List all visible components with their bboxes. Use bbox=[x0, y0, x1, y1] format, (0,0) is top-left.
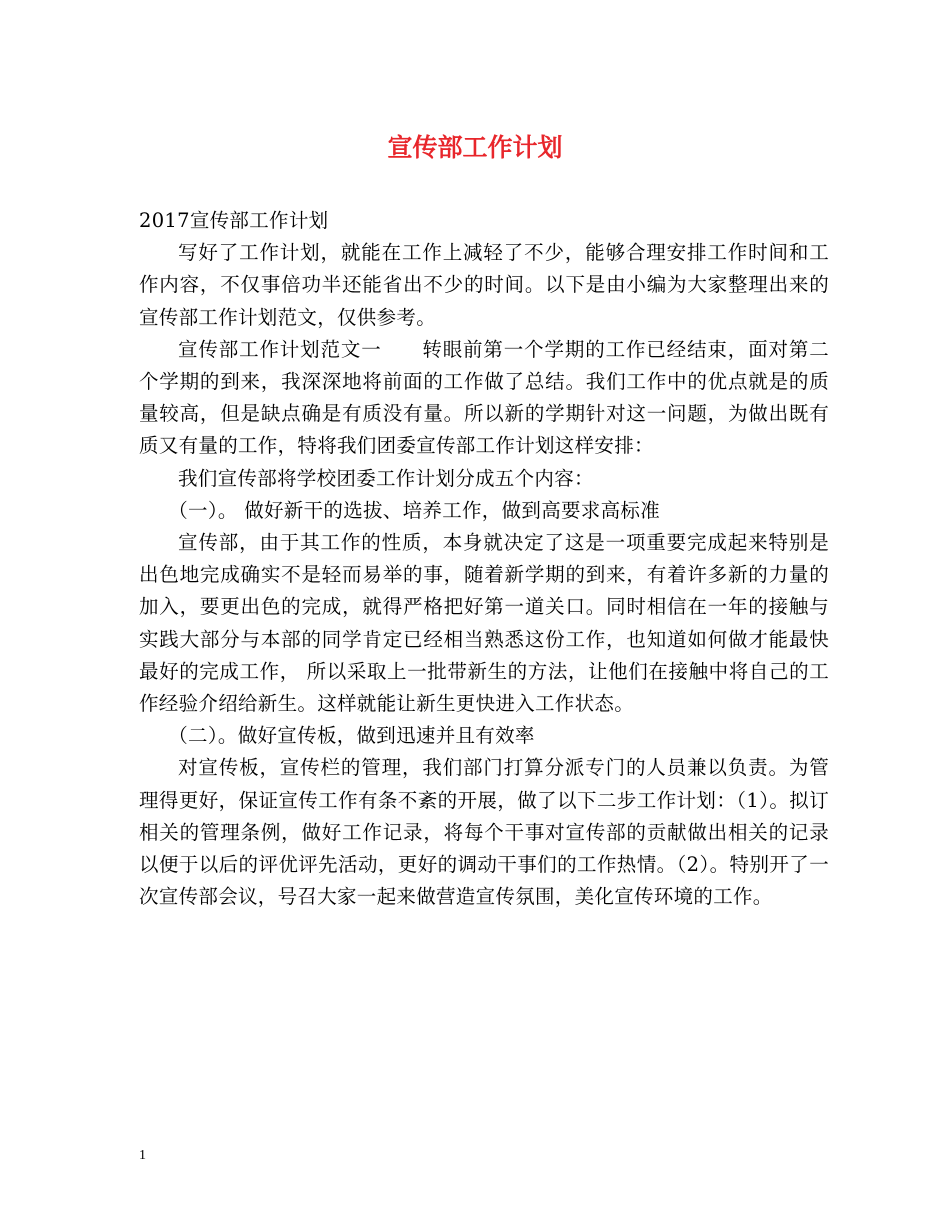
section-heading-two: （二）。做好宣传板，做到迅速并且有效率 bbox=[168, 724, 535, 748]
paragraph-section-one: 宣传部，由于其工作的性质，本身就决定了这是一项重要完成起来特别是出色地完成确实不是轻而易举的事，随着新学期的到来，有着许多新的力量的加入，要更出色的完成，就得严格把好第一道关口。同时相信在一年的接触与实践大部分与本部的同学肯定已经相当熟悉这份工作，也知道如何做才能最快最好的完成工作， 所以采取上一批带新生的方法，让他们在接触中将自己的工作经验介绍给新生。这样就能让新生更快进入工作状态。 bbox=[139, 531, 829, 716]
document-body bbox=[139, 205, 829, 913]
paragraph-intro: 写好了工作计划，就能在工作上减轻了不少，能够合理安排工作时间和工作内容，不仅事倍功半还能省出不少的时间。以下是由小编为大家整理出来的宣传部工作计划范文，仅供参考。 bbox=[139, 241, 829, 329]
paragraph-section-two: 对宣传板，宣传栏的管理，我们部门打算分派专门的人员兼以负责。为管理得更好，保证宣传工作有条不紊的开展，做了以下二步工作计划：（1）。拟订相关的管理条例，做好工作记录，将每个干事对宣传部的贡献做出相关的记录以便于以后的评优评先活动，更好的调动干事们的工作热情。（2）。特别开了一次宣传部会议，号召大家一起来做营造宣传氛围，美化宣传环境的工作。 bbox=[139, 756, 829, 909]
paragraph-five-contents: 我们宣传部将学校团委工作计划分成五个内容： bbox=[178, 466, 594, 490]
document-title: 宣传部工作计划 bbox=[387, 133, 563, 162]
paragraph-sample-one: 宣传部工作计划范文一 转眼前第一个学期的工作已经结束，面对第二个学期的到来，我深深地将前面的工作做了总结。我们工作中的优点就是的质量较高，但是缺点确是有质没有量。所以新的学期针对这一问题，为做出既有质又有量的工作，特将我们团委宣传部工作计划这样安排： bbox=[139, 337, 829, 458]
page-number: 1 bbox=[139, 1148, 146, 1163]
section-heading-one: （一）。 做好新干的选拔、培养工作，做到高要求高标准 bbox=[168, 498, 660, 522]
document-subtitle: 2017宣传部工作计划 bbox=[139, 209, 329, 232]
